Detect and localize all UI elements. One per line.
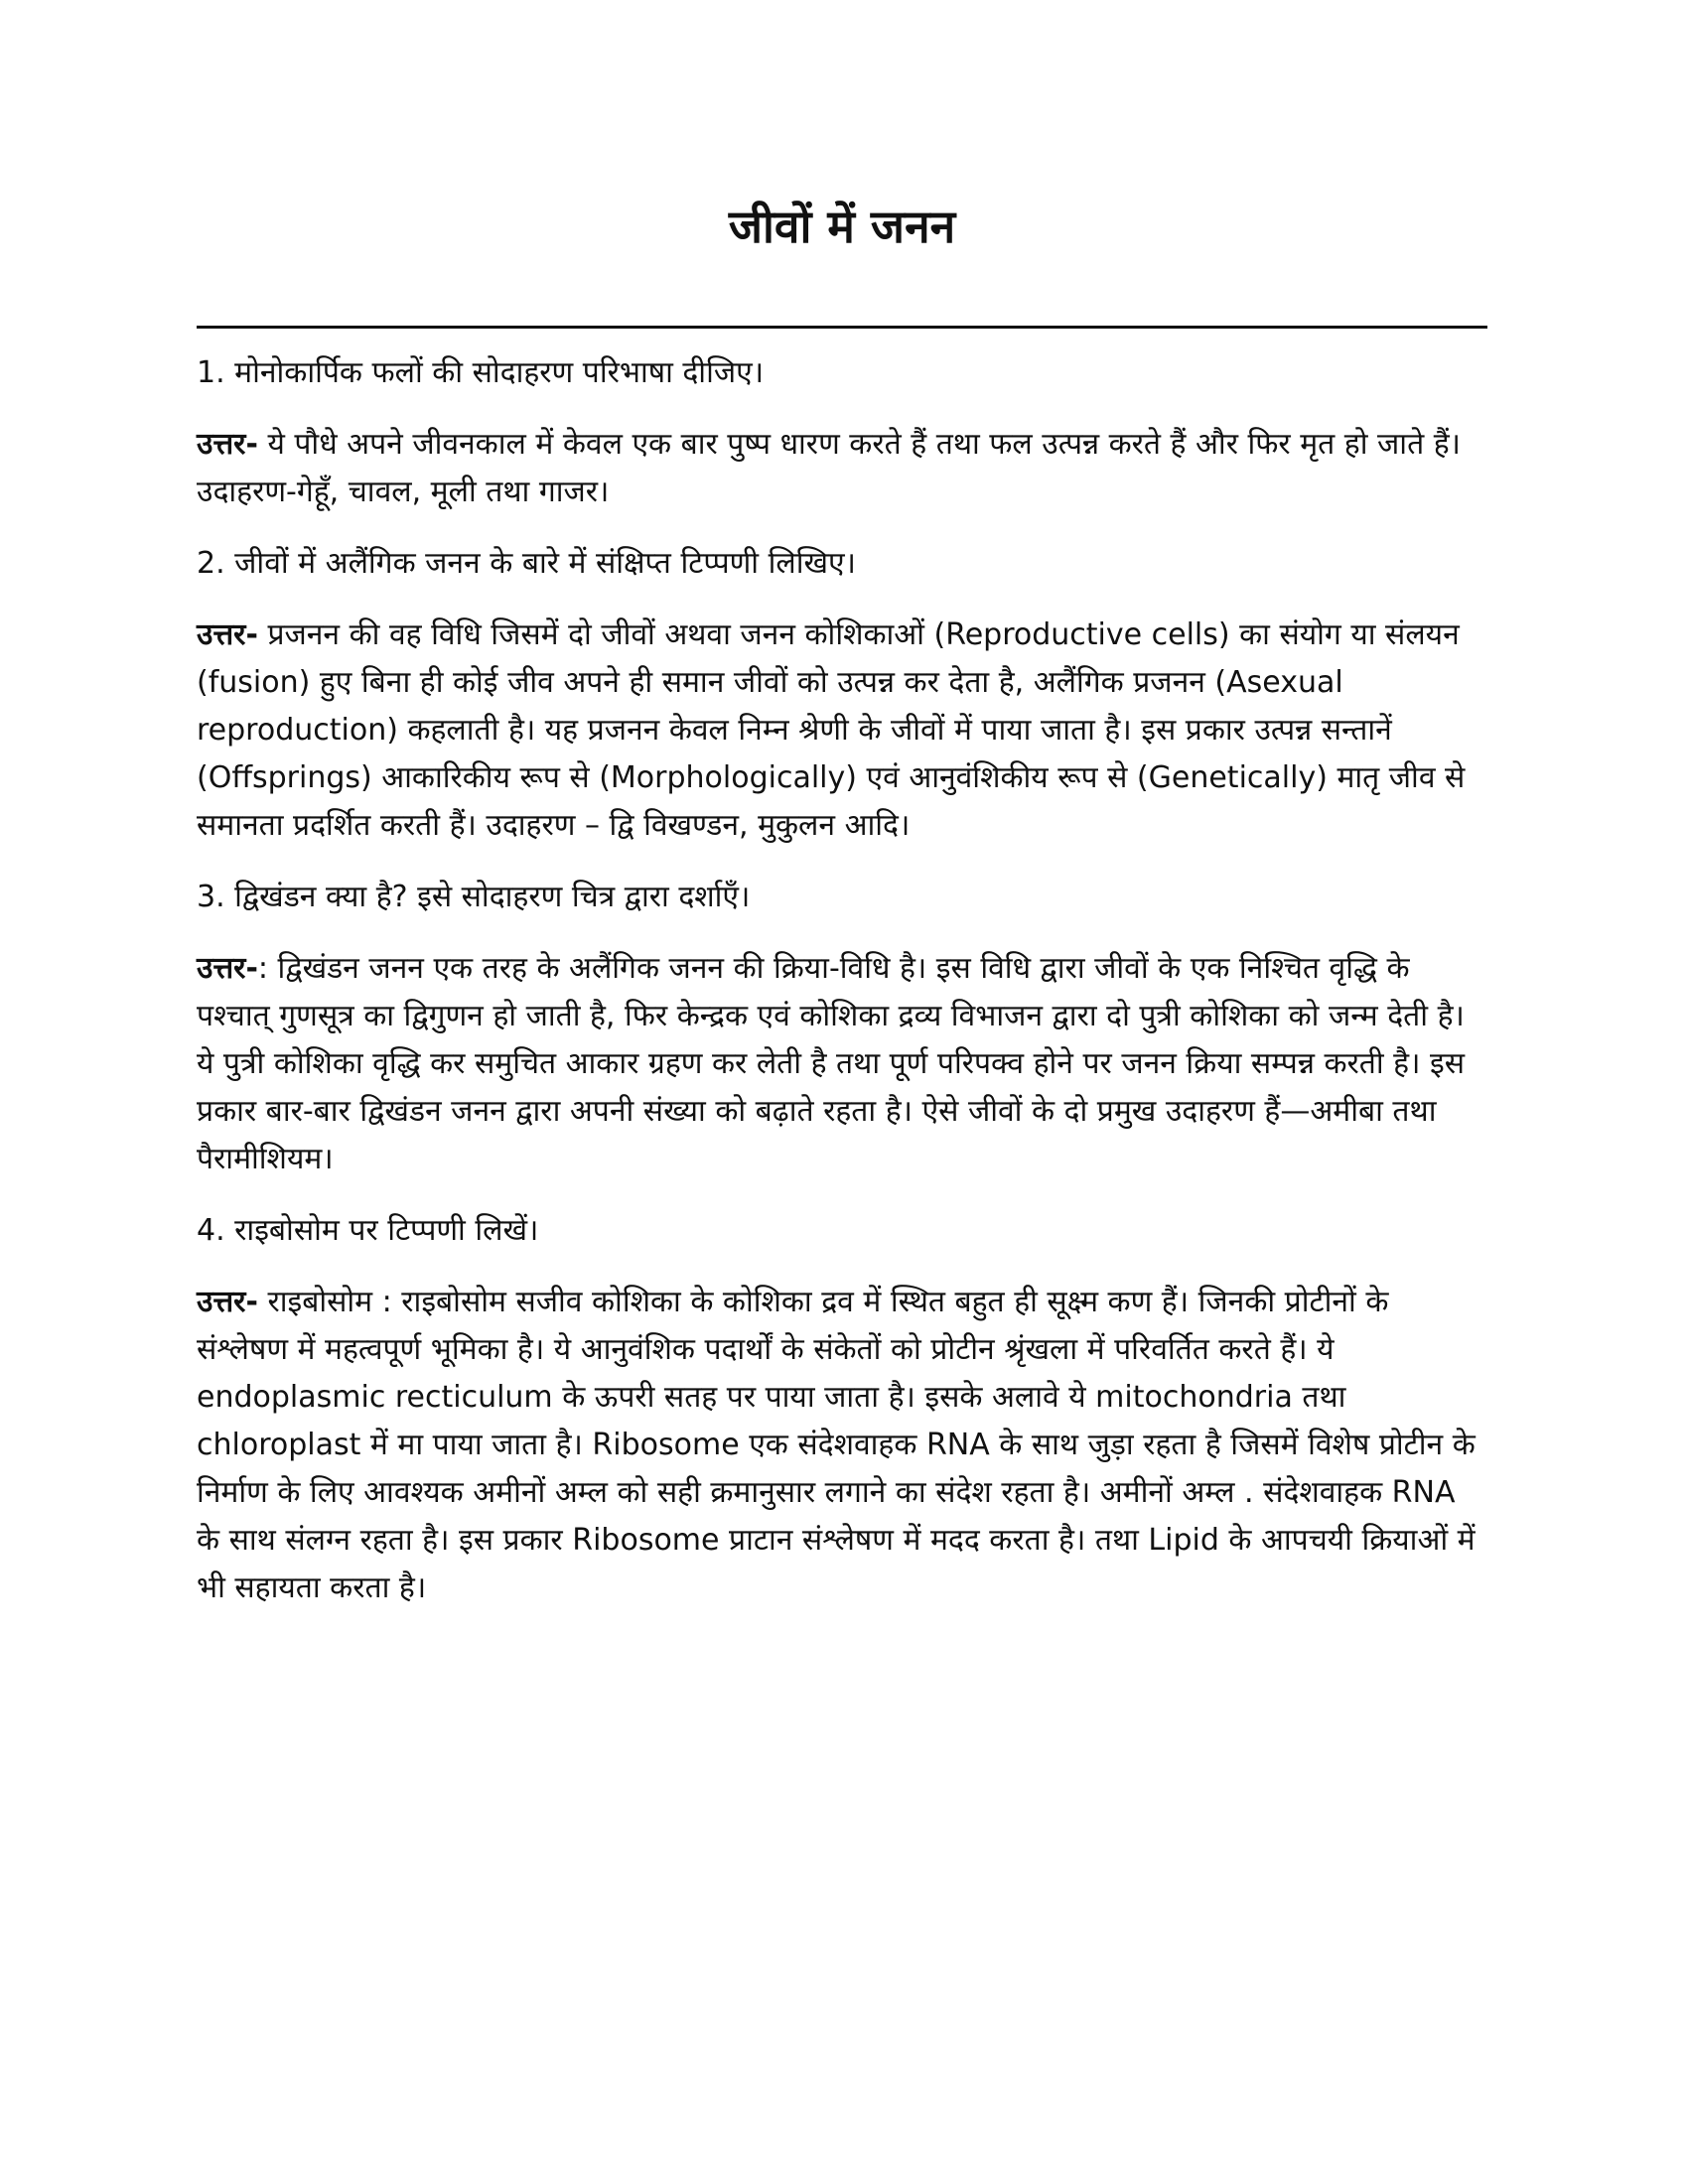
question-3: 3. द्विखंडन क्या है? इसे सोदाहरण चित्र द्वारा दर्शाएँ। — [197, 880, 751, 914]
qa-content — [197, 349, 1487, 1636]
answer-3 — [197, 945, 1487, 1183]
answer-2 — [197, 612, 1487, 850]
page-title: जीवों में जनन — [728, 200, 956, 253]
question-1: 1. मोनोकार्पिक फलों की सोदाहरण परिभाषा दीजिए। — [197, 355, 765, 390]
answer-label: उत्तर- — [197, 951, 258, 986]
title-divider — [197, 326, 1487, 329]
question-4: 4. राइबोसोम पर टिप्पणी लिखें। — [197, 1213, 539, 1248]
answer-text: राइबोसोम : राइबोसोम सजीव कोशिका के कोशिका द्रव में स्थित बहुत ही सूक्ष्म कण हैं। जिनकी प्रोटीनों के संश्लेषण में महत्वपूर्ण भूमिका है। ये आनुवंशिक पदार्थों के संकेतों को प्रोटीन श्रृंखला में परिवर्तित करते हैं। ये endoplasmic recticulum के ऊपरी सतह पर पाया जाता है। इसके अलावे ये mitochondria तथा chloroplast में मा पाया जाता है। Ribosome एक संदेशवाहक RNA के साथ जुड़ा रहता है जिसमें विशेष प्रोटीन के निर्माण के लिए आवश्यक अमीनों अम्ल को सही क्रमानुसार लगाने का संदेश रहता है। अमीनों अम्ल . संदेशवाहक RNA के साथ संलग्न रहता है। इस प्रकार Ribosome प्राटान संश्लेषण में मदद करता है। तथा Lipid के आपचयी क्रियाओं में भी सहायता करता है। — [197, 1285, 1476, 1605]
answer-text: : द्विखंडन जनन एक तरह के अलैंगिक जनन की क्रिया-विधि है। इस विधि द्वारा जीवों के एक निश्चित वृद्धि के पश्चात् गुणसूत्र का द्विगुणन हो जाती है, फिर केन्द्रक एवं कोशिका द्रव्य विभाजन द्वारा दो पुत्री कोशिका को जन्म देती है। ये पुत्री कोशिका वृद्धि कर समुचित आकार ग्रहण कर लेती है तथा पूर्ण परिपक्व होने पर जनन क्रिया सम्पन्न करती है। इस प्रकार बार-बार द्विखंडन जनन द्वारा अपनी संख्या को बढ़ाते रहता है। ऐसे जीवों के दो प्रमुख उदाहरण हैं—अमीबा तथा पैरामीशियम। — [197, 951, 1466, 1176]
answer-text: ये पौधे अपने जीवनकाल में केवल एक बार पुष्प धारण करते हैं तथा फल उत्पन्न करते हैं और फिर मृत हो जाते हैं। उदाहरण-गेहूँ, चावल, मूली तथा गाजर। — [197, 427, 1462, 509]
answer-label: उत्तर- — [197, 617, 258, 652]
answer-label: उत्तर- — [197, 1285, 258, 1319]
answer-4 — [197, 1279, 1487, 1612]
question-2: 2. जीवों में अलैंगिक जनन के बारे में संक्षिप्त टिप्पणी लिखिए। — [197, 546, 856, 581]
answer-text: प्रजनन की वह विधि जिसमें दो जीवों अथवा जनन कोशिकाओं (Reproductive cells) का संयोग या संलयन (fusion) हुए बिना ही कोई जीव अपने ही समान जीवों को उत्पन्न कर देता है, अलैंगिक प्रजनन (Asexual reproduction) कहलाती है। यह प्रजनन केवल निम्न श्रेणी के जीवों में पाया जाता है। इस प्रकार उत्पन्न सन्तानें (Offsprings) आकारिकीय रूप से (Morphologically) एवं आनुवंशिकीय रूप से (Genetically) मातृ जीव से समानता प्रदर्शित करती हैं। उदाहरण – द्वि विखण्डन, मुकुलन आदि। — [197, 617, 1466, 843]
answer-1 — [197, 421, 1487, 516]
answer-label: उत्तर- — [197, 427, 258, 462]
